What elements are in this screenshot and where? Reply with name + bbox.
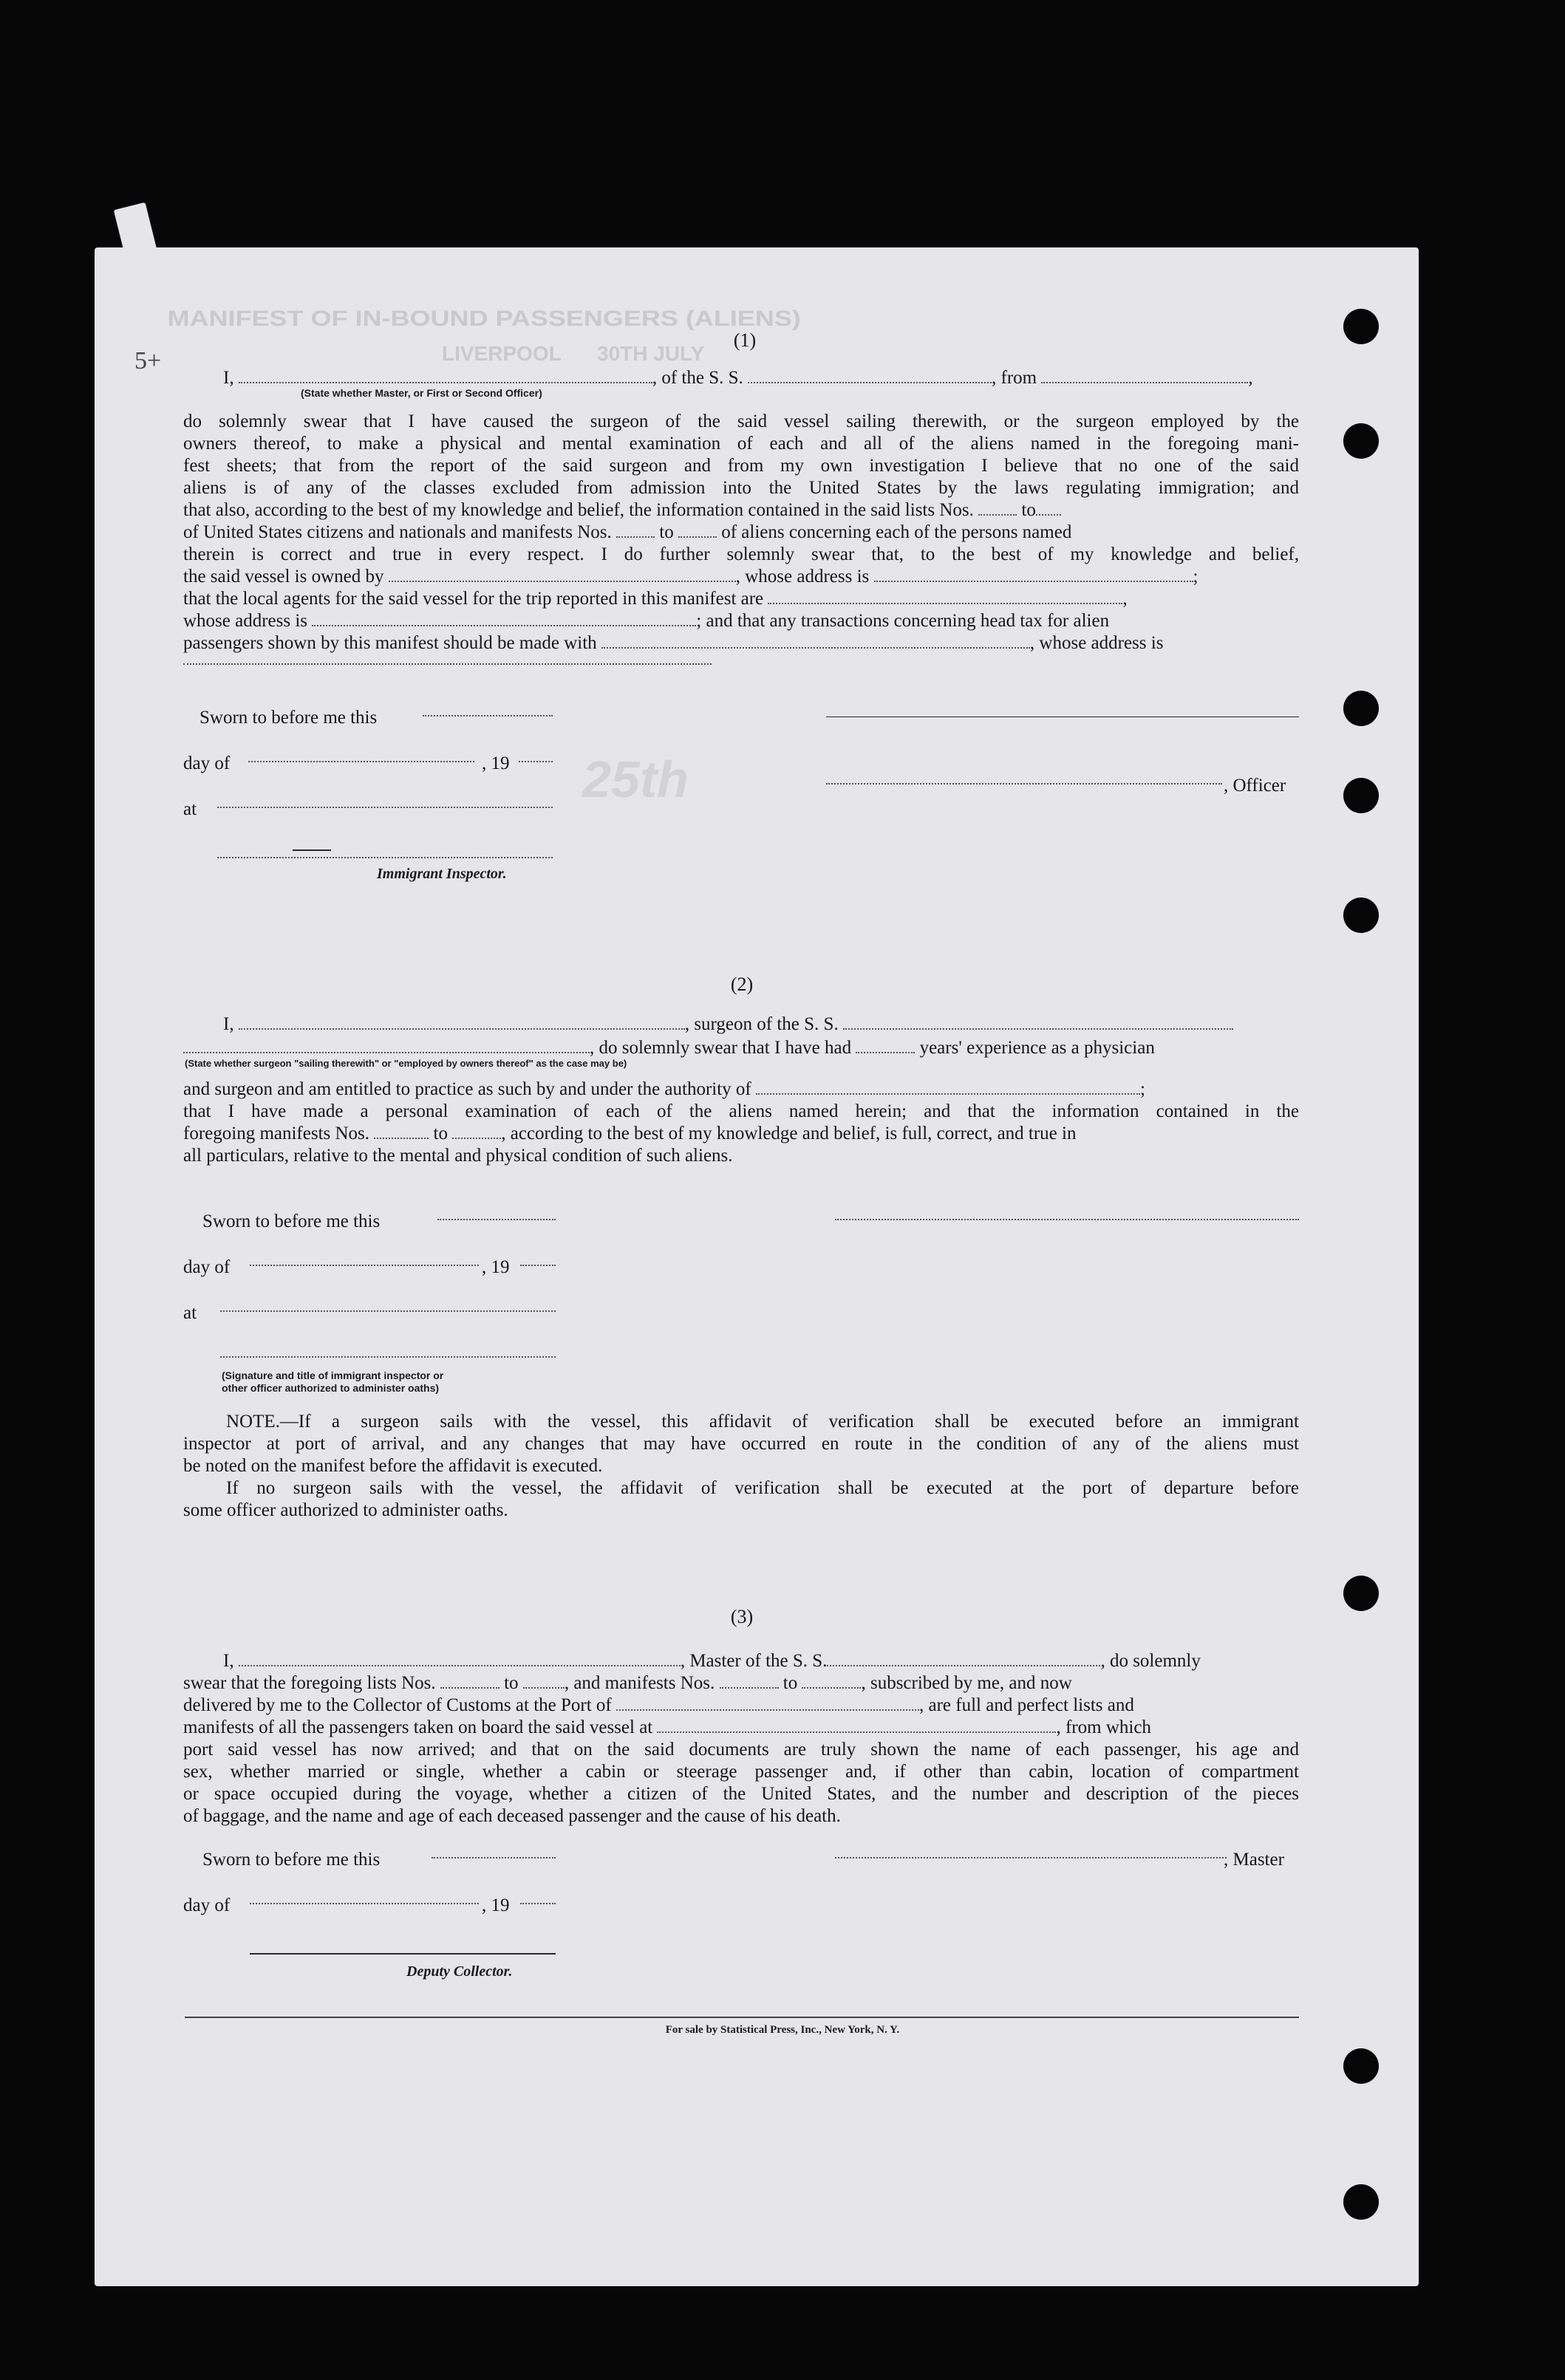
section-3-text-line: sex, whether married or single, whether a cabin or steerage passenger and, if other than cabin, location of compartment: [183, 1762, 1299, 1782]
officer-title-field: [826, 783, 1222, 784]
manifest-to-field: [452, 1124, 501, 1139]
stroke-mark: [293, 849, 331, 851]
departure-port-field: [1041, 369, 1248, 383]
ship-name-field: [843, 1015, 1233, 1030]
punch-hole: [1343, 897, 1379, 933]
year-label: , 19: [482, 1257, 510, 1277]
agents-field: [768, 589, 1122, 604]
surgeon-name-field: [239, 1015, 685, 1030]
deputy-signature-line: [250, 1953, 556, 1955]
punch-hole: [1343, 2184, 1379, 2220]
section-3-master-line: [223, 1650, 1299, 1672]
section-1-para-text: of aliens concerning each of the persons named: [721, 522, 1072, 542]
manifest-from-field: [720, 1674, 779, 1689]
section-2-text: years' experience as a physician: [919, 1038, 1155, 1058]
note-line: some officer authorized to administer oaths.: [183, 1500, 508, 1520]
boarding-port-field: [657, 1718, 1056, 1733]
section-3-text-line: port said vessel has now arrived; and that on the said documents are truly shown the name of each passenger, his age and: [183, 1740, 1299, 1760]
section-3-text: delivered by me to the Collector of Customs at the Port of: [183, 1695, 612, 1715]
section-3-text: manifests of all the passengers taken on board the said vessel at: [183, 1717, 653, 1737]
owner-address-field: [874, 567, 1193, 582]
section-2-surgeon-line: [223, 1013, 1299, 1036]
year-field: [519, 761, 553, 762]
margin-note: 5+: [134, 347, 162, 375]
month-field: [250, 1265, 479, 1266]
section-1-para-text: whose address is: [183, 611, 308, 631]
master-of-label: , Master of the S. S.: [680, 1651, 828, 1671]
at-label: at: [183, 799, 197, 819]
year-field: [520, 1265, 556, 1266]
at-label: at: [183, 1303, 197, 1323]
punch-hole: [1343, 2048, 1379, 2084]
note-line: be noted on the manifest before the affidavit is executed.: [183, 1456, 603, 1476]
day-of-label: day of: [183, 753, 231, 773]
ship-name-field: [748, 369, 992, 383]
section-3-text-line: or space occupied during the voyage, whether a citizen of the United States, and the number and description of the pieces: [183, 1784, 1299, 1804]
section-1-para-line: therein is correct and true in every respect. I do further solemnly swear that, to the best of my knowledge and belief,: [183, 544, 1299, 564]
section-3-text: , subscribed by me, and now: [861, 1673, 1072, 1693]
section-3-i: I,: [223, 1651, 234, 1671]
section-2-text-line: that I have made a personal examination of each of the aliens named herein; and that the information contained in the: [183, 1101, 1299, 1121]
section-3-port-line: [183, 1695, 1299, 1717]
faint-stamp-port: LIVERPOOL: [442, 342, 562, 365]
punch-hole: [1343, 1576, 1379, 1611]
punch-hole: [1343, 691, 1379, 726]
faint-stamp-date: 30TH JULY: [597, 342, 705, 365]
punctuation: ;: [1140, 1079, 1145, 1099]
list-from-field: [440, 1674, 499, 1689]
to-label: to: [504, 1673, 519, 1693]
section-1-oath-line: [223, 367, 1299, 389]
list-no-to-field: [1036, 501, 1061, 516]
authority-field: [756, 1080, 1140, 1095]
officer-signature-field: [220, 1356, 556, 1358]
section-1-para-text: of United States citizens and nationals and manifests Nos.: [183, 522, 612, 542]
note-line: inspector at port of arrival, and any changes that may have occurred en route in the condition of any of the aliens must: [183, 1434, 1299, 1454]
section-1-para-text: ; and that any transactions concerning head tax for alien: [696, 611, 1110, 631]
section-2-i: I,: [223, 1014, 234, 1034]
sworn-label: Sworn to before me this: [202, 1850, 381, 1870]
whose-address-label: , whose address is: [735, 567, 870, 587]
month-field: [250, 1903, 479, 1904]
surgeon-status-caption: (State whether surgeon "sailing therewith" or "employed by owners thereof" as the case may be): [185, 1058, 627, 1069]
section-1-lists-line: [183, 499, 1299, 522]
sworn-date-field: [437, 1219, 556, 1220]
section-2-text: foregoing manifests Nos.: [183, 1124, 370, 1143]
manifest-to-field: [802, 1674, 861, 1689]
surgeon-signature-field: [835, 1219, 1299, 1220]
section-3-text: , are full and perfect lists and: [919, 1695, 1134, 1715]
surgeon-of-label: , surgeon of the S. S.: [684, 1014, 839, 1034]
punch-hole: [1343, 778, 1379, 813]
section-3-text: , from which: [1056, 1717, 1151, 1737]
section-1-para-text: that the local agents for the said vessel for the trip reported in this manifest are: [183, 589, 764, 609]
manifest-from-field: [374, 1124, 429, 1139]
punctuation: ,: [1122, 589, 1128, 609]
section-3-boarded-line: [183, 1717, 1299, 1739]
deputy-collector-caption: Deputy Collector.: [406, 1963, 513, 1980]
year-field: [520, 1903, 556, 1904]
officer-label: , Officer: [1224, 776, 1286, 796]
surgeon-status-field: [183, 1039, 590, 1053]
punch-hole: [1343, 309, 1379, 344]
punctuation: ;: [1193, 567, 1199, 587]
footer-rule: [185, 2017, 1299, 2018]
section-1-agents-line: [183, 588, 1299, 610]
section-2-text: , do solemnly swear that I have had: [590, 1038, 852, 1058]
agent-address-field: [312, 612, 696, 626]
signature-caption: other officer authorized to administer oaths): [222, 1382, 440, 1394]
section-3-number: (3): [730, 1606, 754, 1627]
ship-name-field: [827, 1652, 1100, 1666]
section-1-officer-caption: (State whether Master, or First or Second Officer): [301, 387, 542, 399]
section-1-para-line: owners thereof, to make a physical and mental examination of each and all of the aliens named in the foregoing mani-: [183, 434, 1299, 454]
manifest-no-to-field: [678, 523, 717, 538]
sworn-label: Sworn to before me this: [200, 708, 378, 728]
section-3-text: swear that the foregoing lists Nos.: [183, 1673, 436, 1693]
signature-caption: (Signature and title of immigrant inspector or: [222, 1369, 444, 1381]
list-to-field: [523, 1674, 565, 1689]
whose-address-label: , whose address is: [1029, 633, 1164, 653]
section-1-para-line: aliens is of any of the classes excluded from admission into the United States by the laws regulating immigration; and: [183, 478, 1299, 498]
to-label: to: [659, 522, 674, 542]
head-tax-address-field: [183, 663, 712, 665]
master-signature-field: [835, 1857, 1227, 1858]
section-1-para-text: passengers shown by this manifest should be made with: [183, 633, 597, 653]
head-tax-contact-field: [601, 634, 1030, 649]
section-1-line-end: ,: [1248, 368, 1253, 388]
section-1-from-label: , from: [992, 368, 1037, 388]
note-line: If no surgeon sails with the vessel, the affidavit of verification shall be executed at the port of departure before: [226, 1478, 1299, 1498]
master-name-field: [239, 1652, 681, 1666]
section-1-i: I,: [223, 368, 234, 388]
owner-field: [389, 567, 736, 582]
section-2-number: (2): [730, 974, 754, 995]
section-1-manifests-line: [183, 522, 1299, 544]
to-label: to: [782, 1673, 798, 1693]
section-2-swear-line: [183, 1037, 1299, 1059]
inspector-signature-field: [217, 857, 553, 858]
master-label: , Master: [1224, 1850, 1284, 1870]
section-1-agent-address-line: [183, 610, 1299, 632]
section-1-para-line: do solemnly swear that I have caused the surgeon of the said vessel sailing therewith, or the surgeon employed by the: [183, 411, 1299, 431]
section-2-text: and surgeon and am entitled to practice as such by and under the authority of: [183, 1079, 751, 1099]
years-field: [856, 1039, 915, 1053]
section-2-manifests-line: [183, 1123, 1299, 1145]
sworn-label: Sworn to before me this: [202, 1211, 381, 1231]
day-of-label: day of: [183, 1257, 231, 1277]
port-field: [616, 1696, 919, 1711]
year-label: , 19: [482, 753, 510, 773]
sworn-date-field: [423, 715, 553, 717]
to-label: to: [1021, 500, 1036, 520]
faint-stamp-handwriting: 25th: [582, 750, 689, 808]
section-1-para-text: the said vessel is owned by: [183, 567, 384, 587]
sworn-date-field: [432, 1857, 556, 1858]
section-1-para-text: that also, according to the best of my knowledge and belief, the information contained in the said lists Nos.: [183, 500, 974, 520]
section-3-text: , do solemnly: [1100, 1651, 1201, 1671]
month-field: [248, 761, 474, 762]
section-1-number: (1): [733, 329, 757, 351]
officer-name-field: [239, 369, 652, 383]
note-line: NOTE.—If a surgeon sails with the vessel, this affidavit of verification shall be executed before an immigrant: [226, 1412, 1299, 1432]
section-2-text-line: all particulars, relative to the mental and physical condition of such aliens.: [183, 1146, 733, 1166]
section-3-text-line: of baggage, and the name and age of each deceased passenger and the cause of his death.: [183, 1806, 841, 1826]
place-field: [217, 807, 553, 808]
manifest-no-from-field: [616, 523, 655, 538]
printer-imprint: For sale by Statistical Press, Inc., New York, N. Y.: [665, 2024, 900, 2036]
section-1-para-line: fest sheets; that from the report of the said surgeon and from my own investigation I believe that no one of the said: [183, 456, 1299, 476]
faint-stamp-title: MANIFEST OF IN-BOUND PASSENGERS (ALIENS): [167, 307, 801, 331]
place-field: [220, 1310, 556, 1312]
section-3-text: , and manifests Nos.: [564, 1673, 715, 1693]
day-of-label: day of: [183, 1895, 231, 1915]
immigrant-inspector-caption: Immigrant Inspector.: [377, 866, 507, 882]
punch-hole: [1343, 423, 1379, 459]
section-1-owner-line: [183, 566, 1299, 588]
list-no-from-field: [978, 501, 1017, 516]
section-3-lists-line: [183, 1672, 1299, 1695]
year-label: , 19: [482, 1895, 510, 1915]
section-2-text: , according to the best of my knowledge and belief, is full, correct, and true in: [501, 1124, 1077, 1143]
to-label: to: [433, 1124, 448, 1143]
section-2-authority-line: [183, 1078, 1299, 1101]
section-1-ship-label: , of the S. S.: [652, 368, 743, 388]
section-1-head-tax-line: [183, 632, 1299, 654]
